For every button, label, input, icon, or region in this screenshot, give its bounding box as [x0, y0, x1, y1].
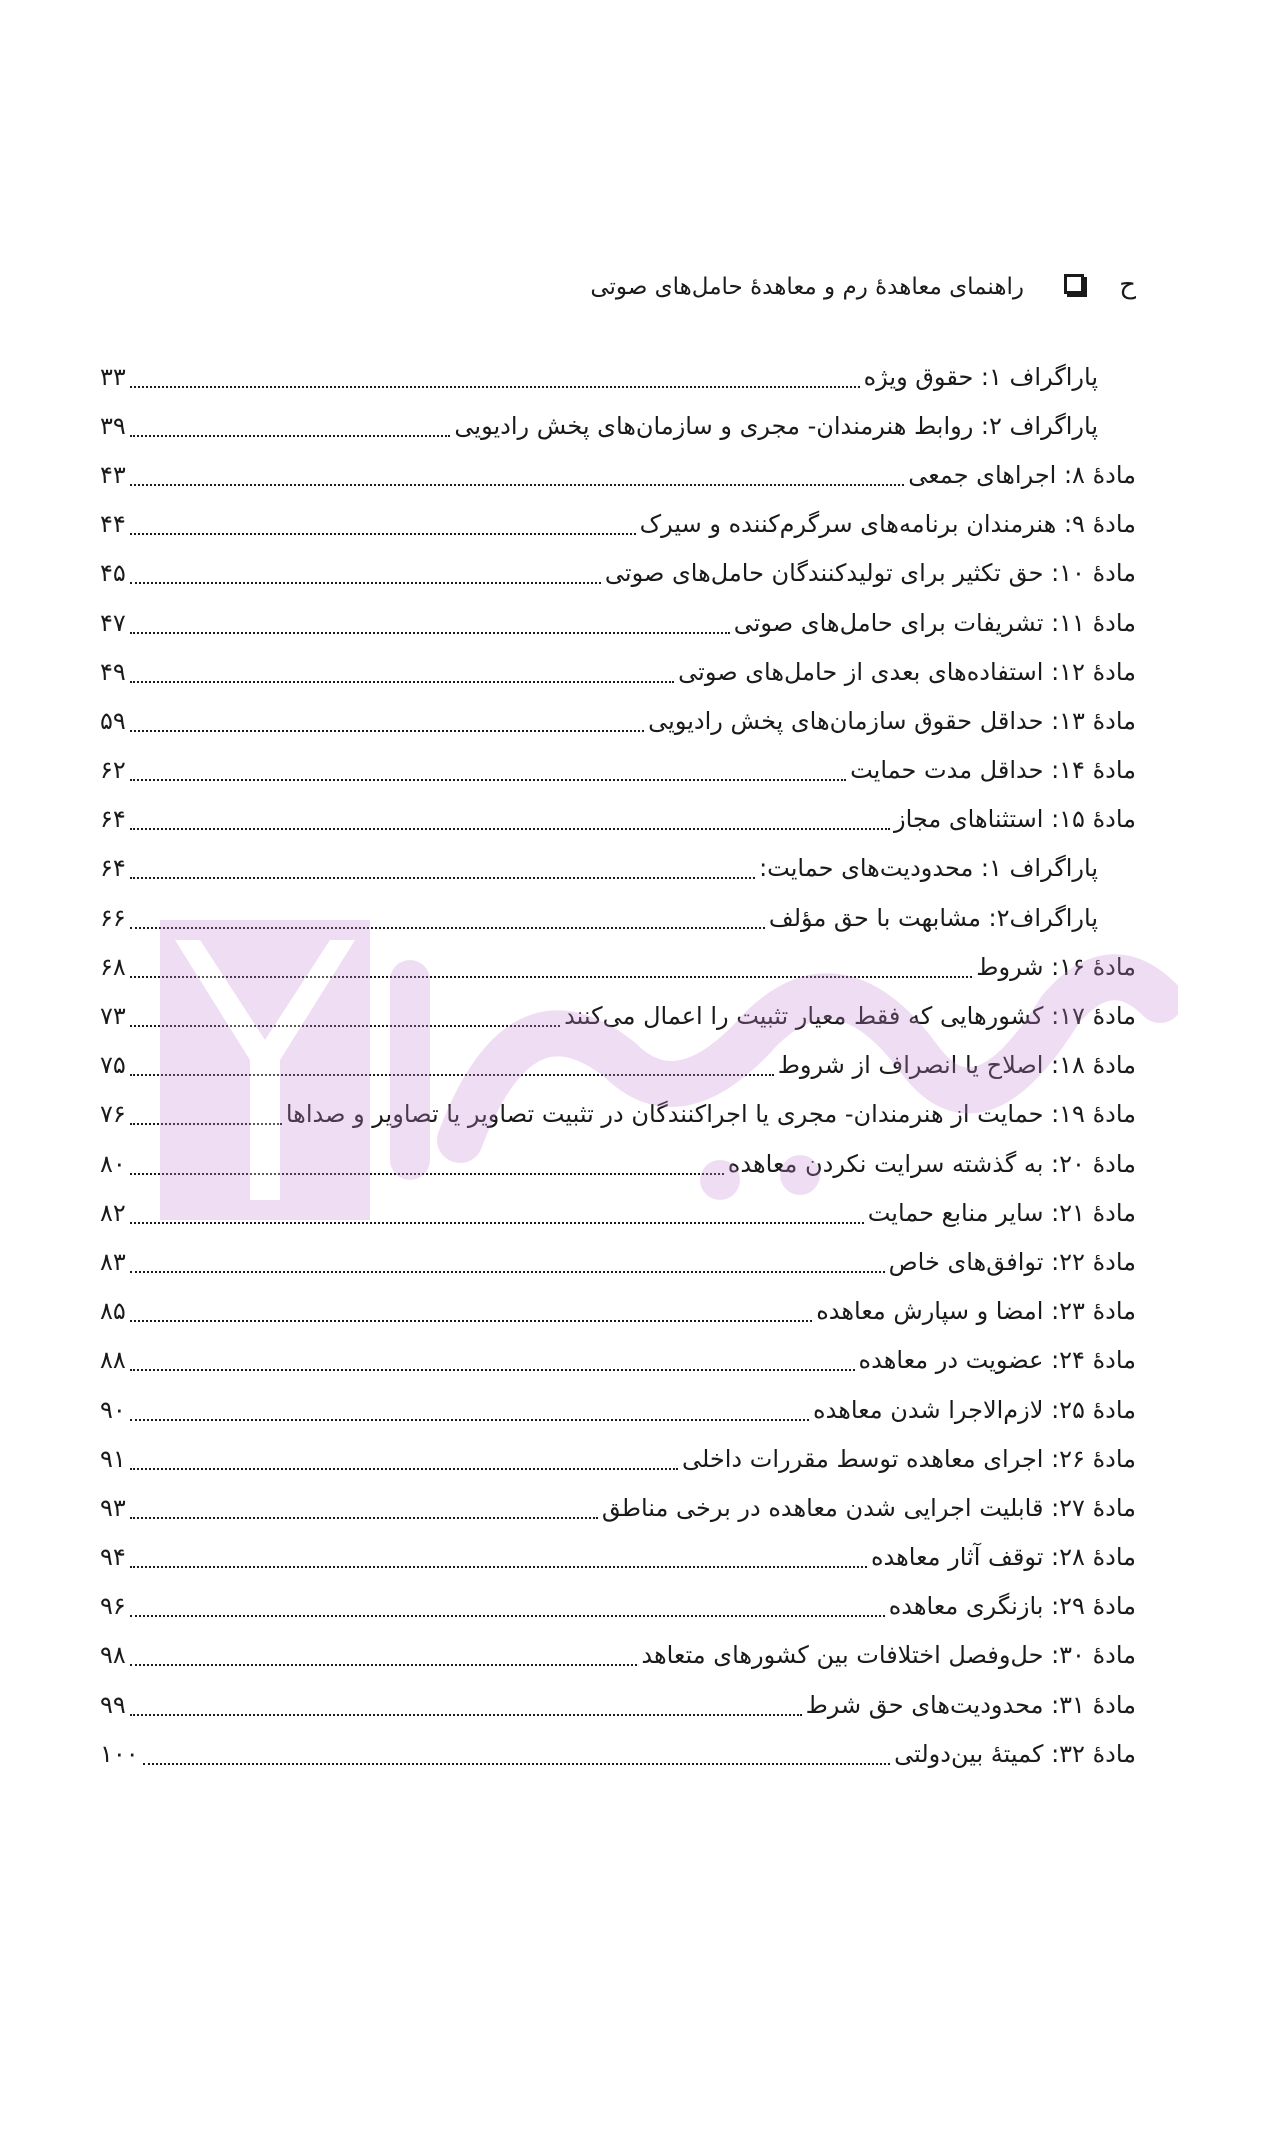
toc-entry: [100, 1385, 1136, 1434]
toc-entry-page: ۱۰۰: [100, 1739, 139, 1768]
toc-entry: [100, 1041, 1136, 1090]
page-letter: ح: [1119, 270, 1136, 300]
toc-leader-dots: [130, 921, 765, 929]
toc-entry: [100, 401, 1136, 450]
square-bullet-icon: [1064, 274, 1084, 294]
toc-entry-title: مادۀ ۱۰: حق تکثیر برای تولیدکنندگان حامل‌های صوتی: [604, 559, 1136, 588]
toc-entry-page: ۴۷: [100, 608, 126, 637]
toc-entry: [100, 500, 1136, 549]
toc-entry: [100, 1139, 1136, 1188]
toc-entry-title: مادۀ ۱۸: اصلاح یا انصراف از شروط: [777, 1051, 1136, 1080]
toc-entry-title: مادۀ ۱۴: حداقل مدت حمایت: [850, 756, 1136, 785]
toc-entry-title: مادۀ ۱۵: استثناهای مجاز: [893, 805, 1136, 834]
toc-entry-title: مادۀ ۲۶: اجرای معاهده توسط مقررات داخلی: [681, 1444, 1136, 1473]
toc-entry-page: ۹۹: [100, 1690, 126, 1719]
toc-entry: [100, 942, 1136, 991]
toc-leader-dots: [130, 724, 644, 732]
toc-entry-page: ۹۴: [100, 1543, 126, 1572]
toc-entry: [100, 1631, 1136, 1680]
toc-leader-dots: [130, 1216, 864, 1224]
toc-entry: [100, 1188, 1136, 1237]
toc-entry: [100, 844, 1136, 893]
toc-entry-page: ۵۹: [100, 706, 126, 735]
toc-entry-title: مادۀ ۱۱: تشریفات برای حامل‌های صوتی: [733, 608, 1136, 637]
toc-leader-dots: [130, 970, 973, 978]
toc-entry-page: ۶۲: [100, 756, 126, 785]
toc-entry-page: ۹۳: [100, 1493, 126, 1522]
toc-entry: [100, 1237, 1136, 1286]
toc-leader-dots: [130, 871, 755, 879]
toc-entry: [100, 1582, 1136, 1631]
toc-leader-dots: [130, 478, 904, 486]
toc-leader-dots: [130, 822, 890, 830]
toc-entry: [100, 598, 1136, 647]
toc-entry: [100, 746, 1136, 795]
toc-entry: [100, 352, 1136, 401]
toc-leader-dots: [130, 1708, 802, 1716]
toc-leader-dots: [130, 626, 730, 634]
toc-entry-title: مادۀ ۱۲: استفاده‌های بعدی از حامل‌های صوتی: [678, 657, 1136, 686]
toc-entry: [100, 795, 1136, 844]
toc-entry: [100, 1729, 1136, 1778]
toc-leader-dots: [130, 773, 846, 781]
toc-entry-title: مادۀ ۹: هنرمندان برنامه‌های سرگرم‌کننده و سیرک: [639, 510, 1136, 539]
toc-leader-dots: [130, 1462, 678, 1470]
toc-leader-dots: [130, 1068, 774, 1076]
toc-entry-title: مادۀ ۱۷: کشورهایی که فقط معیار تثبیت را اعمال می‌کنند: [564, 1002, 1136, 1031]
toc-entry-page: ۸۰: [100, 1149, 126, 1178]
toc-entry: [100, 1483, 1136, 1532]
toc-entry: [100, 991, 1136, 1040]
toc-entry: [100, 893, 1136, 942]
toc-leader-dots: [130, 675, 674, 683]
toc-entry-title: مادۀ ۳۰: حل‌وفصل اختلافات بین کشورهای متعاهد: [641, 1641, 1136, 1670]
toc-entry-title: مادۀ ۱۹: حمایت از هنرمندان- مجری یا اجراکنندگان در تثبیت تصاویر یا تصاویر و صداها: [285, 1100, 1136, 1129]
toc-entry-title: مادۀ ۲۱: سایر منابع حمایت: [867, 1198, 1136, 1227]
toc-entry-page: ۳۳: [100, 362, 126, 391]
toc-entry: [100, 549, 1136, 598]
toc-entry-page: ۴۳: [100, 460, 126, 489]
toc-entry-title: مادۀ ۸: اجراهای جمعی: [908, 460, 1136, 489]
toc-entry-title: مادۀ ۲۸: توقف آثار معاهده: [870, 1543, 1136, 1572]
table-of-contents: [100, 352, 1136, 1778]
toc-leader-dots: [130, 527, 636, 535]
toc-entry-title: مادۀ ۱۶: شروط: [976, 952, 1136, 981]
toc-leader-dots: [130, 1117, 282, 1125]
toc-entry-title: مادۀ ۲۵: لازم‌الاجرا شدن معاهده: [813, 1395, 1136, 1424]
toc-entry-page: ۹۱: [100, 1444, 126, 1473]
toc-entry-page: ۷۳: [100, 1002, 126, 1031]
toc-leader-dots: [130, 429, 451, 437]
toc-entry-page: ۹۰: [100, 1395, 126, 1424]
toc-entry-page: ۴۵: [100, 559, 126, 588]
toc-entry-page: ۸۲: [100, 1198, 126, 1227]
toc-entry-title: مادۀ ۲۳: امضا و سپارش معاهده: [816, 1297, 1136, 1326]
toc-entry-title: مادۀ ۳۱: محدودیت‌های حق شرط: [805, 1690, 1136, 1719]
toc-entry-title: مادۀ ۲۷: قابلیت اجرایی شدن معاهده در برخی مناطق: [601, 1493, 1136, 1522]
toc-entry-title: پاراگراف۲: مشابهت با حق مؤلف: [768, 903, 1098, 932]
toc-entry: [100, 1680, 1136, 1729]
toc-entry-title: مادۀ ۱۳: حداقل حقوق سازمان‌های پخش رادیویی: [648, 706, 1136, 735]
toc-entry-page: ۸۳: [100, 1247, 126, 1276]
toc-entry: [100, 1090, 1136, 1139]
toc-entry-page: ۴۴: [100, 510, 126, 539]
toc-entry: [100, 696, 1136, 745]
toc-entry: [100, 1434, 1136, 1483]
toc-entry: [100, 647, 1136, 696]
toc-leader-dots: [130, 1658, 638, 1666]
toc-entry-title: مادۀ ۲۴: عضویت در معاهده: [858, 1346, 1136, 1375]
toc-entry-page: ۷۶: [100, 1100, 126, 1129]
toc-entry-title: پاراگراف ۱: محدودیت‌های حمایت:: [759, 854, 1098, 883]
toc-leader-dots: [130, 1560, 867, 1568]
toc-entry-title: پاراگراف ۲: روابط هنرمندان- مجری و سازمان‌های پخش رادیویی: [454, 411, 1098, 440]
toc-entry-title: پاراگراف ۱: حقوق ویژه: [863, 362, 1098, 391]
toc-leader-dots: [130, 1314, 812, 1322]
toc-entry-title: مادۀ ۳۲: کمیتۀ بین‌دولتی: [894, 1739, 1136, 1768]
toc-leader-dots: [130, 576, 601, 584]
toc-leader-dots: [130, 1511, 598, 1519]
toc-leader-dots: [130, 380, 860, 388]
toc-leader-dots: [130, 1609, 885, 1617]
toc-entry-page: ۹۶: [100, 1592, 126, 1621]
toc-entry-page: ۴۹: [100, 657, 126, 686]
toc-entry: [100, 1336, 1136, 1385]
toc-entry-title: مادۀ ۲۲: توافق‌های خاص: [888, 1247, 1136, 1276]
toc-entry-page: ۶۸: [100, 952, 126, 981]
toc-entry-title: مادۀ ۲۹: بازنگری معاهده: [888, 1592, 1136, 1621]
toc-leader-dots: [130, 1019, 560, 1027]
toc-entry-page: ۳۹: [100, 411, 126, 440]
toc-entry: [100, 450, 1136, 499]
toc-entry: [100, 1287, 1136, 1336]
toc-entry-page: ۸۵: [100, 1297, 126, 1326]
toc-entry-page: ۶۴: [100, 854, 126, 883]
toc-leader-dots: [130, 1265, 885, 1273]
toc-leader-dots: [130, 1363, 855, 1371]
toc-entry-title: مادۀ ۲۰: به گذشته سرایت نکردن معاهده: [727, 1149, 1136, 1178]
toc-entry-page: ۹۸: [100, 1641, 126, 1670]
toc-entry-page: ۷۵: [100, 1051, 126, 1080]
toc-entry-page: ۸۸: [100, 1346, 126, 1375]
toc-leader-dots: [130, 1167, 724, 1175]
toc-leader-dots: [130, 1413, 809, 1421]
running-title: راهنمای معاهدۀ رم و معاهدۀ حامل‌های صوتی: [590, 274, 1024, 300]
toc-entry-page: ۶۶: [100, 903, 126, 932]
toc-leader-dots: [143, 1757, 890, 1765]
toc-entry-page: ۶۴: [100, 805, 126, 834]
page-header: [140, 268, 1136, 308]
toc-entry: [100, 1533, 1136, 1582]
